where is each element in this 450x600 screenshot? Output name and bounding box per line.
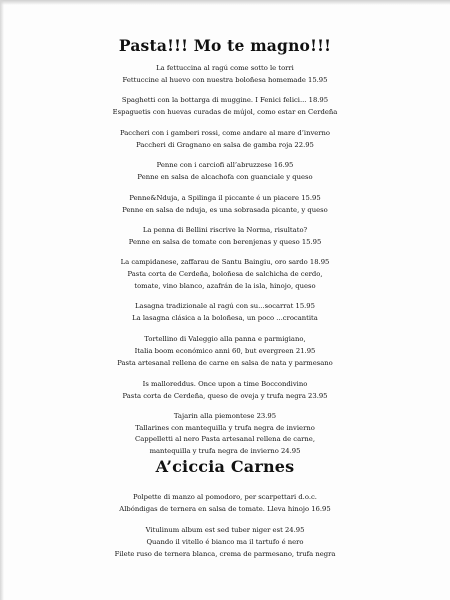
pasta-item-9-line-1: Tortellino di Valeggio alla panna e parmigiano, [144, 335, 306, 343]
carnes-item-1-line-2: Albóndigas de ternera en salsa de tomate. Lleva hinojo 16.95 [119, 505, 331, 513]
pasta-item-5-line-1: Penne&Nduja, a Spilinga il piccante é un piacere 15.95 [129, 194, 321, 202]
pasta-item-12-line-1: Cappelletti al nero Pasta artesanal rellena de carne, [135, 435, 315, 443]
pasta-item-5-line-2: Penne en salsa de nduja, es una sobrasada picante, y queso [122, 206, 328, 214]
pasta-item-6-line-1: La penna di Bellini riscrive la Norma, risultato? [142, 226, 308, 234]
pasta-item-9-line-2: Italia boom económico anni 60, but evergreen 21.95 [134, 347, 316, 355]
carnes-item-2-line-1: Vitulinum album est sed tuber niger est 24.95 [145, 526, 305, 534]
carnes-section-heading: A’ciccia Carnes [155, 457, 295, 476]
pasta-item-7-line-3: tomate, vino blanco, azafrán de la isla, hinojo, queso [134, 282, 316, 290]
pasta-item-8-line-1: Lasagna tradizionale al ragú con su...socarrat 15.95 [135, 302, 315, 310]
pasta-item-1-line-1: La fettuccina al ragú come sotto le torri [156, 64, 294, 72]
pasta-item-10-line-1: Is malloreddus. Once upon a time Boccondivino [142, 380, 308, 388]
pasta-item-3-line-1: Paccheri con i gamberi rossi, come andare al mare d’inverno [119, 129, 331, 137]
carnes-item-1-line-1: Polpette di manzo al pomodoro, per scarpettari d.o.c. [133, 493, 317, 501]
carnes-item-2-line-2: Quando il vitello é bianco ma il tartufo é nero [146, 538, 304, 546]
pasta-item-11-line-2: Tallarines con mantequilla y trufa negra de invierno [135, 424, 315, 432]
pasta-item-10-line-2: Pasta corta de Cerdeña, queso de oveja y trufa negra 23.95 [122, 392, 328, 400]
pasta-item-8-line-2: La lasagna clásica a la boloñesa, un poco ...crocantita [132, 314, 318, 322]
pasta-section-heading: Pasta!!! Mo te magno!!! [118, 36, 332, 55]
pasta-item-1-line-2: Fettuccine al huevo con nuestra boloñesa homemade 15.95 [122, 76, 328, 84]
pasta-item-7-line-1: La campidanese, zaffarau de Santu Baingiu, oro sardo 18.95 [120, 258, 330, 266]
pasta-item-11-line-1: Tajarin alla piemontese 23.95 [173, 412, 277, 420]
pasta-item-2-line-2: Espaguetis con huevas curadas de mújol, como estar en Cerdeña [112, 108, 338, 116]
pasta-item-4-line-2: Penne en salsa de alcachofa con guanciale y queso [137, 173, 313, 181]
pasta-item-9-line-3: Pasta artesanal rellena de carne en salsa de nata y parmesano [117, 359, 333, 367]
pasta-item-3-line-2: Paccheri di Gragnano en salsa de gamba roja 22.95 [136, 141, 314, 149]
pasta-item-12-line-2: mantequilla y trufa negra de invierno 24.95 [149, 447, 301, 455]
carnes-item-2-line-3: Filete ruso de ternera blanca, crema de parmesano, trufa negra [114, 550, 336, 558]
pasta-item-7-line-2: Pasta corta de Cerdeña, boloñesa de salchicha de cerdo, [127, 270, 323, 278]
pasta-item-2-line-1: Spaghetti con la bottarga di muggine. I Fenici felici... 18.95 [121, 96, 329, 104]
pasta-item-6-line-2: Penne en salsa de tomate con berenjenas y queso 15.95 [128, 238, 322, 246]
pasta-item-4-line-1: Penne con i carciofi all’abruzzese 16.95 [156, 161, 294, 169]
scan-top-shadow [0, 0, 450, 5]
